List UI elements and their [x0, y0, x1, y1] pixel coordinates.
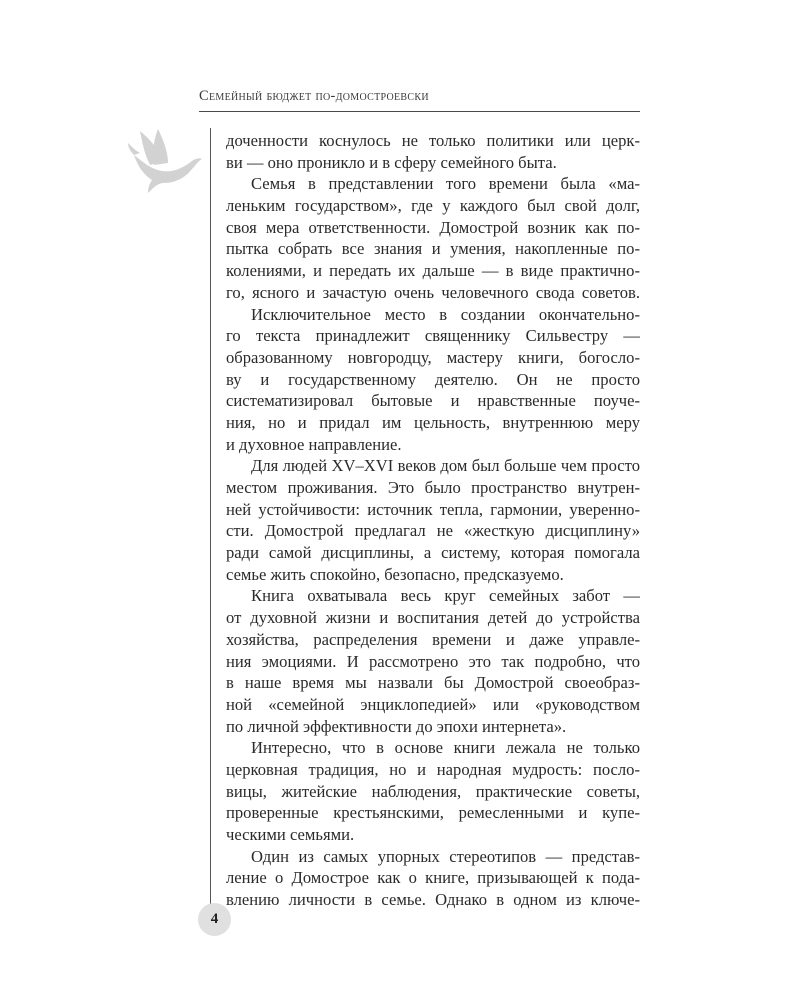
text-line: ление о Домострое как о книге, призывающей к пода- [226, 868, 640, 888]
text-line: Интересно, что в основе книги лежала не только [251, 738, 640, 758]
page-number: 4 [198, 903, 231, 936]
text-line: своя мера ответственности. Домострой возник как по- [226, 217, 640, 237]
text-line: го, ясного и зачастую очень человечного свода советов. [226, 282, 640, 302]
text-line: церковная традиция, но и народная мудрость: посло- [226, 759, 640, 779]
text-line: Исключительное место в создании окончательно- [251, 304, 640, 324]
text-line: Семья в представлении того времени была «ма- [251, 174, 640, 194]
text-line: от духовной жизни и воспитания детей до устройства [226, 608, 640, 628]
body-text [226, 130, 640, 911]
dove-icon [128, 125, 204, 197]
text-line: Один из самых упорных стереотипов — представ- [251, 846, 640, 866]
text-line: Книга охватывала весь круг семейных забот — [251, 586, 640, 606]
text-line: по личной эффективности до эпохи интернета». [226, 716, 567, 736]
text-line: пытка собрать все знания и умения, накопленные по- [226, 239, 640, 259]
text-line: систематизировал бытовые и нравственные поуче- [226, 391, 640, 411]
text-line: ради самой дисциплины, а систему, которая помогала [226, 543, 640, 563]
text-line: ния, но и придал им цельность, внутреннюю меру [226, 412, 640, 432]
margin-rule [210, 128, 211, 906]
text-line: хозяйства, распределения времени и даже управле- [226, 629, 640, 649]
text-line: Для людей XV–XVI веков дом был больше чем просто [251, 456, 640, 476]
text-line: ней устойчивости: источник тепла, гармонии, увереннo- [226, 499, 640, 519]
text-line: доченности коснулось не только политики или церк- [226, 131, 640, 150]
text-line: в наше время мы назвали бы Домострой своеобраз- [226, 673, 640, 693]
text-line: и духовное направление. [226, 434, 402, 454]
running-head-title: Семейный бюджет по-домостроевски [199, 88, 429, 104]
text-line: ви — оно проникло и в сферу семейного быта. [226, 152, 557, 172]
text-line: ния эмоциями. И рассмотрено это так подробно, что [226, 651, 640, 671]
text-line: местом проживания. Это было пространство внутрен- [226, 478, 640, 497]
text-line: проверенные крестьянскими, ремесленными и купе- [226, 803, 640, 823]
text-line: вицы, житейские наблюдения, практические советы, [226, 781, 640, 801]
text-line: влению личности в семье. Однако в одном из ключе- [226, 890, 640, 910]
text-line: ву и государственному деятелю. Он не просто [226, 369, 640, 389]
header-rule [199, 111, 640, 112]
text-line: колениями, и передать их дальше — в виде практично- [226, 261, 640, 281]
text-line: ческими семьями. [226, 825, 355, 844]
text-line: образованному новгородцу, мастеру книги, богосло- [226, 347, 640, 367]
text-line: семье жить спокойно, безопасно, предсказуемо. [226, 564, 564, 584]
text-line: сти. Домострой предлагал не «жесткую дисциплину» [226, 521, 640, 541]
text-line: леньким государством», где у каждого был свой долг, [226, 196, 640, 216]
text-line: ной «семейной энциклопедией» или «руководством [226, 694, 640, 714]
text-line: го текста принадлежит священнику Сильвестру — [226, 326, 640, 346]
